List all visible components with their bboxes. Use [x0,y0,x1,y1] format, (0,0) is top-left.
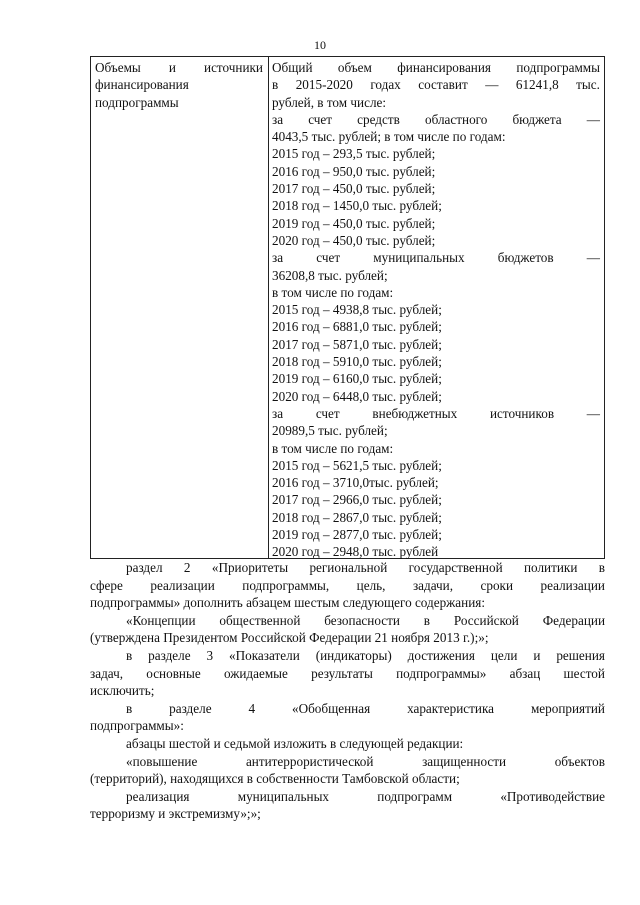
word: объем [337,60,372,75]
word: Общий [272,60,313,75]
word: «Показатели [229,647,300,663]
financing-line: 20989,5 тыс. рублей; [272,423,388,439]
financing-line: 2017 год – 450,0 тыс. рублей; [272,181,436,197]
word: — [485,77,499,93]
paragraph-line [90,559,605,577]
financing-line: 2015 год – 4938,8 тыс. рублей; [272,302,442,318]
paragraph-line [90,700,605,718]
financing-line: 4043,5 тыс. рублей; в том числе по годам: [272,129,506,145]
word: счет [308,111,333,127]
financing-line: 2019 год – 6160,0 тыс. рублей; [272,371,442,387]
financing-line: 2016 год – 6881,0 тыс. рублей; [272,319,442,335]
label-line-3: подпрограммы [95,94,179,110]
word: в [272,77,279,93]
word: за [272,405,284,421]
word: раздел [126,560,163,575]
word: ожидаемые [223,665,288,681]
paragraph-line [90,665,605,683]
word: составит [418,77,468,93]
word: цель, [356,577,386,593]
body-text [90,559,605,823]
label-word: источники [204,60,263,75]
word: разделе [148,647,191,663]
word: — [586,111,600,127]
financing-line: 2018 год – 5910,0 тыс. рублей; [272,354,442,370]
paragraph-line: исключить; [90,683,155,699]
word: 3 [206,647,214,663]
financing-line: 2017 год – 5871,0 тыс. рублей; [272,336,442,352]
word: задачи, [412,577,454,593]
word: и [533,647,541,663]
word: тыс. [576,77,600,93]
word: реализации [150,577,215,593]
word: общественной [219,612,301,628]
word: цели [490,647,518,663]
financing-line: 2016 год – 3710,0тыс. рублей; [272,475,439,491]
word: финансирования [397,60,491,75]
word: в [126,700,133,716]
word: (индикаторы) [315,647,392,663]
financing-line: 2018 год – 1450,0 тыс. рублей; [272,198,442,214]
label-line-2: финансирования [95,77,189,93]
label-line-1 [95,59,263,76]
word: абзац [509,665,541,681]
word: 61241,8 [515,77,559,93]
word: сфере [90,577,123,593]
word: решения [556,647,605,663]
word: защищенности [422,753,507,769]
word: «повышение [126,753,198,769]
word: реализация [126,788,190,804]
word: Российской [453,612,519,628]
word: «Обобщенная [291,700,371,716]
word: основные [146,665,201,681]
paragraph-line: (территорий), находящихся в собственности Тамбовской области; [90,771,460,787]
word: в [423,612,431,628]
word: «Противодействие [500,788,605,804]
financing-line: 36208,8 тыс. рублей; [272,267,388,283]
word: бюджетов [497,250,554,266]
financing-line: 2015 год – 5621,5 тыс. рублей; [272,457,442,473]
word: достижения [407,647,475,663]
word: за [272,250,284,266]
financing-line: 2020 год – 2948,0 тыс. рублей [272,544,439,560]
word: «Приоритеты [211,560,289,575]
word: Федерации [542,612,605,628]
word: областного [424,111,488,127]
word: мероприятий [530,700,605,716]
word: реализации [540,577,605,593]
word: региональной [309,560,388,575]
word: источников [489,405,555,421]
word: подпрограммы» [396,665,487,681]
word: сроки [480,577,514,593]
word: шестой [563,665,605,681]
word: государственной [408,560,503,575]
word: подпрограммы [516,60,600,75]
paragraph-line [90,577,605,595]
word: «Концепции [126,612,196,628]
financing-line: в том числе по годам: [272,284,394,300]
word: 2 [183,560,191,575]
paragraph-line: (утверждена Президентом Российской Федерации 21 ноября 2013 г.);»; [90,630,489,646]
word: разделе [169,700,212,716]
paragraph-line: абзацы шестой и седьмой изложить в следующей редакции: [126,735,464,751]
word: муниципальных [237,788,330,804]
label-word: и [168,60,176,75]
table-column-divider [268,57,269,558]
financing-line: 2020 год – 450,0 тыс. рублей; [272,232,436,248]
financing-line [272,59,600,76]
word: безопасности [324,612,400,628]
word: — [586,250,600,266]
word: за [272,111,284,127]
word: политики [523,560,578,575]
word: характеристика [407,700,495,716]
paragraph-line: терроризму и экстремизму»;»; [90,806,261,822]
financing-line: 2016 год – 950,0 тыс. рублей; [272,163,436,179]
word: 4 [248,700,256,716]
word: бюджета [512,111,562,127]
table-label-cell [95,59,263,111]
label-word: Объемы [95,60,141,75]
financing-line: в том числе по годам: [272,440,394,456]
paragraph-line [90,612,605,630]
word: — [586,405,600,421]
word: годах [370,77,401,93]
financing-line: 2017 год – 2966,0 тыс. рублей; [272,492,442,508]
financing-line [272,76,600,93]
financing-table [90,56,605,559]
paragraph-line: подпрограммы»: [90,718,184,734]
financing-line: 2018 год – 2867,0 тыс. рублей; [272,509,442,525]
paragraph-line [90,753,605,771]
word: средств [357,111,400,127]
financing-line: рублей, в том числе: [272,94,387,110]
word: счет [315,405,340,421]
financing-line [272,111,600,128]
word: антитеррористической [245,753,374,769]
word: муниципальных [373,250,465,266]
word: внебюджетных [372,405,458,421]
word: подпрограмм [377,788,453,804]
financing-line: 2019 год – 2877,0 тыс. рублей; [272,527,442,543]
paragraph-line [90,647,605,665]
financing-line: 2020 год – 6448,0 тыс. рублей; [272,388,442,404]
word: в [598,560,605,575]
page-number: 10 [314,38,326,52]
paragraph-line [90,788,605,806]
word: задач, [90,665,124,681]
word: 2015-2020 [295,77,353,93]
paragraph-line: подпрограммы» дополнить абзацем шестым следующего содержания: [90,595,485,611]
word: в [126,647,133,663]
word: подпрограммы, [242,577,330,593]
table-content-cell [272,59,600,561]
word: объектов [554,753,605,769]
word: счет [316,250,341,266]
financing-line: 2019 год – 450,0 тыс. рублей; [272,215,436,231]
financing-line [272,405,600,422]
word: результаты [311,665,373,681]
financing-line [272,249,600,266]
financing-line: 2015 год – 293,5 тыс. рублей; [272,146,436,162]
